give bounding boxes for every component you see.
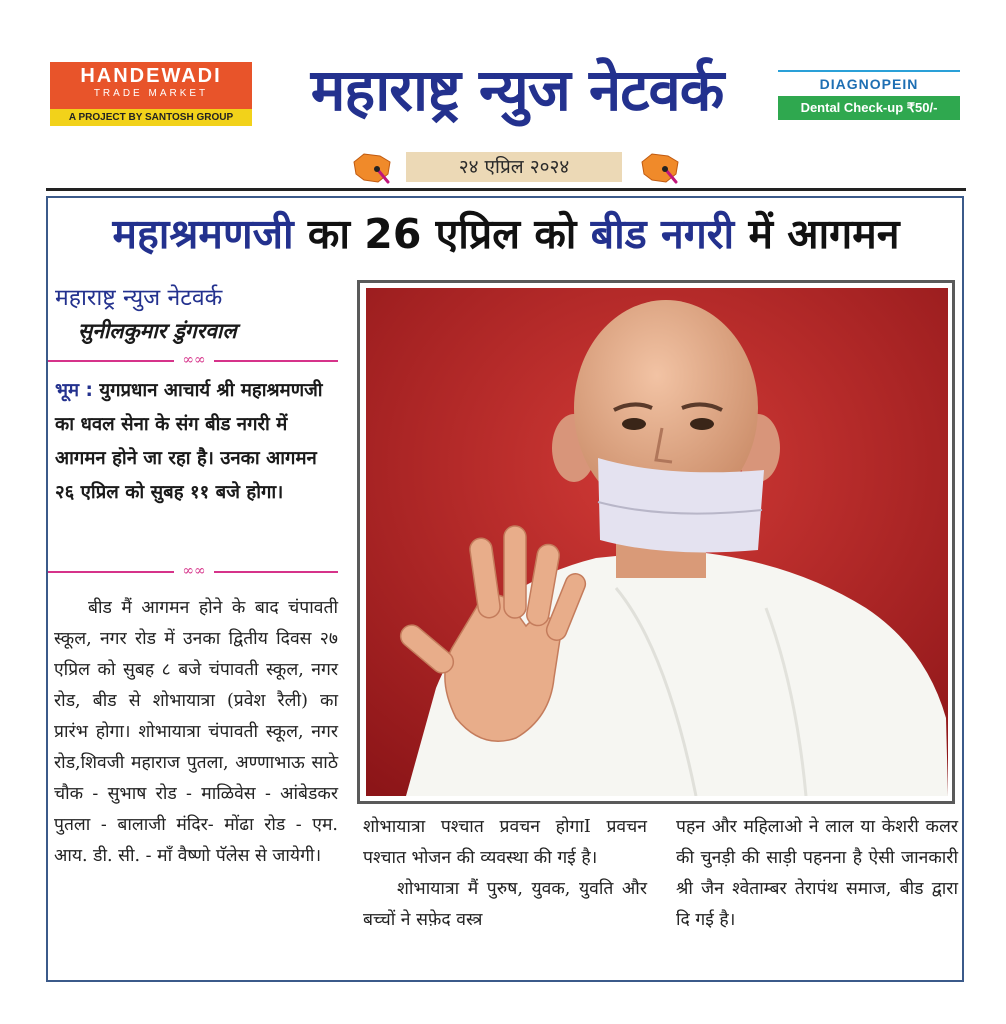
diagnopein-offer: Dental Check-up ₹50/-	[778, 96, 960, 120]
body-paragraph: बीड मैं आगमन होने के बाद चंपावती स्कूल, नगर रोड में उनका द्वितीय दिवस २७ एप्रिल को सुबह ८ बजे चंपावती स्कूल, नगर रोड, बीड से शोभायात्रा (प्रवेश रैली) का प्रारंभ होगा। शोभायात्रा चंपावती स्कूल, नगर रोड,शिवजी महाराज पुतला, अण्णाभाऊ साठे चौक - सुभाष रोड - माळिवेस - आंबेडकर पुतला - बालाजी मंदिर- मोंढा रोड - एम. आय. डी. सी. - माँ वैष्णो पॅलेस से जायेगी।	[54, 598, 338, 866]
maharashtra-map-icon	[638, 148, 682, 186]
dateline: भूम :	[55, 380, 93, 401]
byline-author: सुनीलकुमार डुंगरवाल	[78, 318, 237, 343]
body-paragraph: शोभायात्रा मैं पुरुष, युवक, युवति और बच्चों ने सफ़ेद वस्त्र	[363, 879, 647, 930]
article-headline: महाश्रमणजी का 26 एप्रिल को बीड नगरी में आगमन	[112, 210, 900, 258]
diagnopein-ad[interactable]	[778, 70, 960, 122]
article-column-1	[54, 593, 338, 872]
article-column-3	[676, 812, 958, 936]
handewadi-tagline: A PROJECT BY SANTOSH GROUP	[50, 109, 252, 126]
issue-date: २४ एप्रिल २०२४	[406, 152, 622, 182]
lead-paragraph: भूम : युगप्रधान आचार्य श्री महाश्रमणजी का धवल सेना के संग बीड नगरी में आगमन होने जा रहा है। उनका आगमन २६ एप्रिल को सुबह ११ बजे होगा।	[55, 380, 323, 503]
byline-outlet: महाराष्ट्र न्युज नेटवर्क	[55, 285, 223, 311]
diagnopein-logo: DIAGNOPEIN	[778, 70, 960, 96]
newspaper-masthead: महाराष्ट्र न्युज नेटवर्क	[310, 56, 724, 124]
handewadi-sub: TRADE MARKET	[93, 88, 209, 99]
handewadi-brand: HANDEWADI	[80, 65, 222, 87]
ornament-divider: ∞∞	[48, 353, 338, 369]
acharya-photo	[366, 288, 948, 796]
body-paragraph: पहन और महिलाओ ने लाल या केशरी कलर की चुनड़ी की साड़ी पहनना है ऐसी जानकारी श्री जैन श्वेताम्बर तेरापंथ समाज, बीड द्वारा दि गई है।	[676, 817, 958, 930]
body-paragraph: शोभायात्रा पश्चात प्रवचन होगाI प्रवचन पश्चात भोजन की व्यवस्था की गई है।	[363, 817, 647, 868]
article-column-2	[363, 812, 647, 936]
ornament-divider: ∞∞	[48, 564, 338, 580]
handewadi-ad-banner	[50, 62, 252, 109]
handewadi-ad[interactable]	[50, 62, 252, 126]
masthead-rule	[46, 188, 966, 191]
maharashtra-map-icon	[350, 148, 394, 186]
